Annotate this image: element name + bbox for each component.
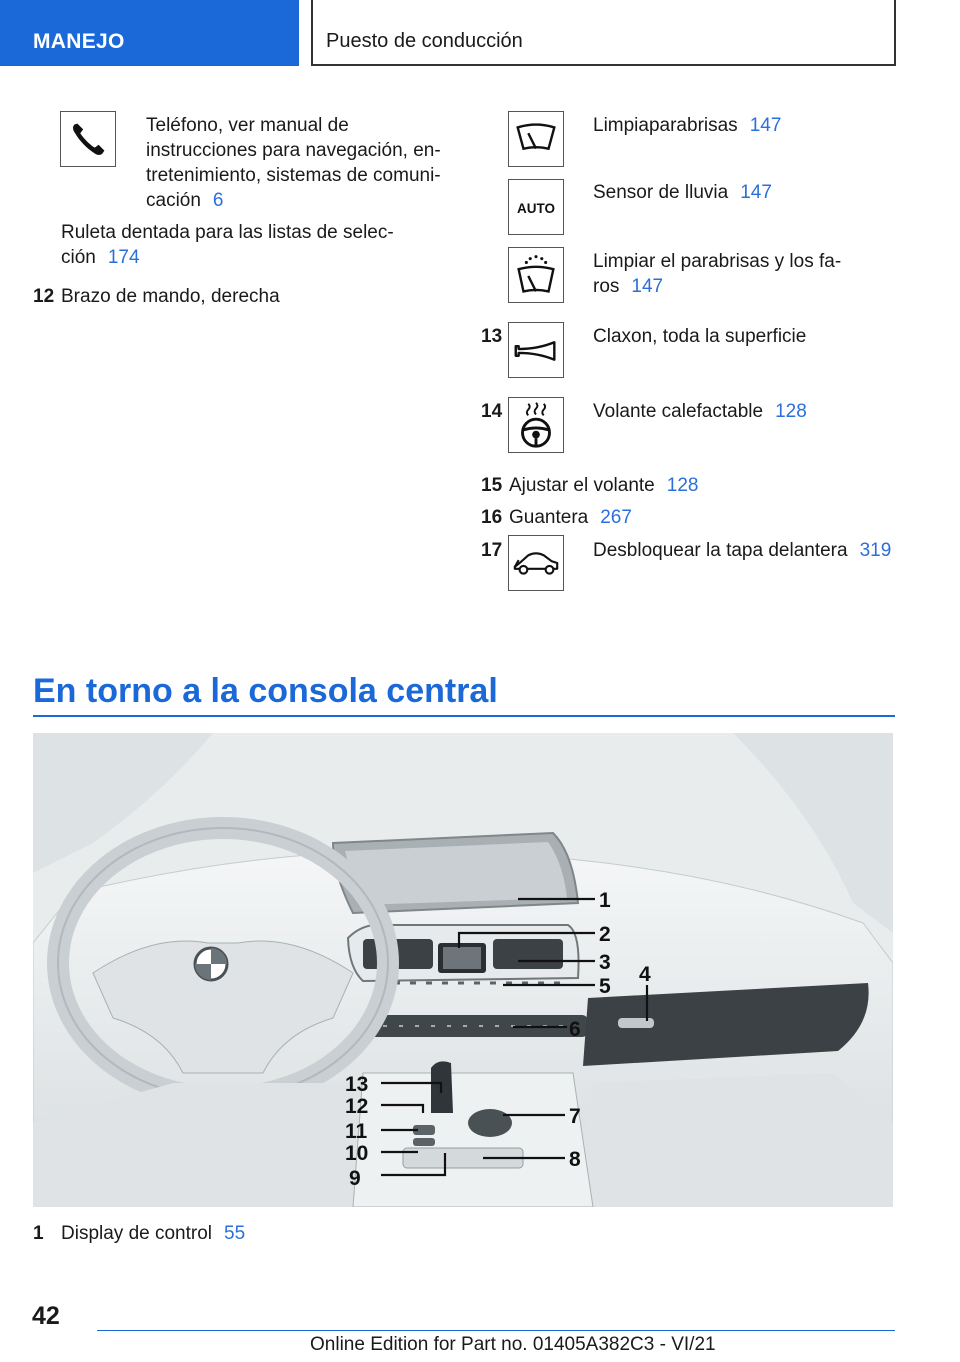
- phone-description: Teléfono, ver manual de instrucciones para navegación, en- tretenimiento, sistemas de comuni- cación 6: [146, 115, 441, 211]
- callout-label: 6: [569, 1018, 581, 1041]
- rain-sensor-description: Sensor de lluvia 147: [593, 182, 772, 203]
- callout-label: 13: [345, 1073, 369, 1096]
- item-number: 16: [481, 507, 503, 528]
- thumbwheel-description: Ruleta dentada para las listas de selec- ción 174: [61, 222, 394, 268]
- chapter-label: MANEJO: [33, 30, 125, 53]
- item-description: Desbloquear la tapa delantera 319: [593, 540, 892, 561]
- page-reference-link[interactable]: 147: [749, 115, 782, 136]
- phone-icon: [60, 111, 116, 167]
- callout-label: 9: [349, 1167, 361, 1190]
- item-number: 12: [33, 286, 55, 307]
- callout-label: 3: [599, 951, 611, 974]
- front-lid-icon: [508, 535, 564, 591]
- wiper-icon: [508, 111, 564, 167]
- section-heading: En torno a la consola central: [33, 672, 498, 710]
- edition-footer: Online Edition for Part no. 01405A382C3 - VI/21: [310, 1334, 716, 1355]
- callout-label: 5: [599, 975, 611, 998]
- page-reference-link[interactable]: 128: [775, 401, 807, 422]
- center-console-illustration: [33, 733, 893, 1207]
- callout-label: 8: [569, 1148, 581, 1171]
- item-number: 17: [481, 540, 503, 561]
- page-header: [311, 0, 896, 66]
- page-reference-link[interactable]: 174: [107, 247, 140, 268]
- item-label: Brazo de mando, derecha: [61, 286, 280, 307]
- callout-label: 11: [345, 1120, 368, 1143]
- item-number: 15: [481, 475, 503, 496]
- callout-label: 1: [599, 889, 611, 912]
- page-reference-link[interactable]: 6: [212, 190, 224, 211]
- chapter-tab[interactable]: [0, 0, 299, 66]
- washer-description: Limpiar el parabrisas y los fa- ros 147: [593, 251, 842, 297]
- page-reference-link[interactable]: 147: [740, 182, 772, 203]
- page-reference-link[interactable]: 128: [666, 475, 699, 496]
- heated-steering-wheel-icon: [508, 397, 564, 453]
- item-description: Guantera 267: [509, 507, 632, 528]
- callout-label: 10: [345, 1142, 369, 1165]
- page-reference-link[interactable]: 319: [859, 540, 892, 561]
- page-reference-link[interactable]: 267: [600, 507, 632, 528]
- item-number: 14: [481, 401, 503, 422]
- footer-divider: [97, 1330, 895, 1331]
- rain-sensor-icon: [508, 179, 564, 235]
- page-header-title: Puesto de conducción: [326, 30, 523, 52]
- callout-label: 4: [639, 963, 651, 986]
- callout-label: 7: [569, 1105, 581, 1128]
- item-description: Volante calefactable 128: [593, 401, 807, 422]
- item-number: 13: [481, 326, 503, 347]
- page-reference-link[interactable]: 55: [224, 1223, 246, 1244]
- svg-text:AUTO: AUTO: [516, 200, 556, 216]
- section-divider: [33, 715, 895, 717]
- washer-icon: [508, 247, 564, 303]
- callout-label: 2: [599, 923, 611, 946]
- wiper-description: Limpiaparabrisas 147: [593, 115, 782, 136]
- callout-label: 12: [345, 1095, 369, 1118]
- horn-icon: [508, 322, 564, 378]
- item-description: Ajustar el volante 128: [509, 475, 699, 496]
- page-reference-link[interactable]: 147: [631, 276, 664, 297]
- item-number: 1: [33, 1223, 44, 1244]
- item-description: Display de control 55: [61, 1223, 246, 1244]
- item-label: Claxon, toda la superficie: [593, 326, 807, 347]
- page-number: 42: [32, 1302, 60, 1330]
